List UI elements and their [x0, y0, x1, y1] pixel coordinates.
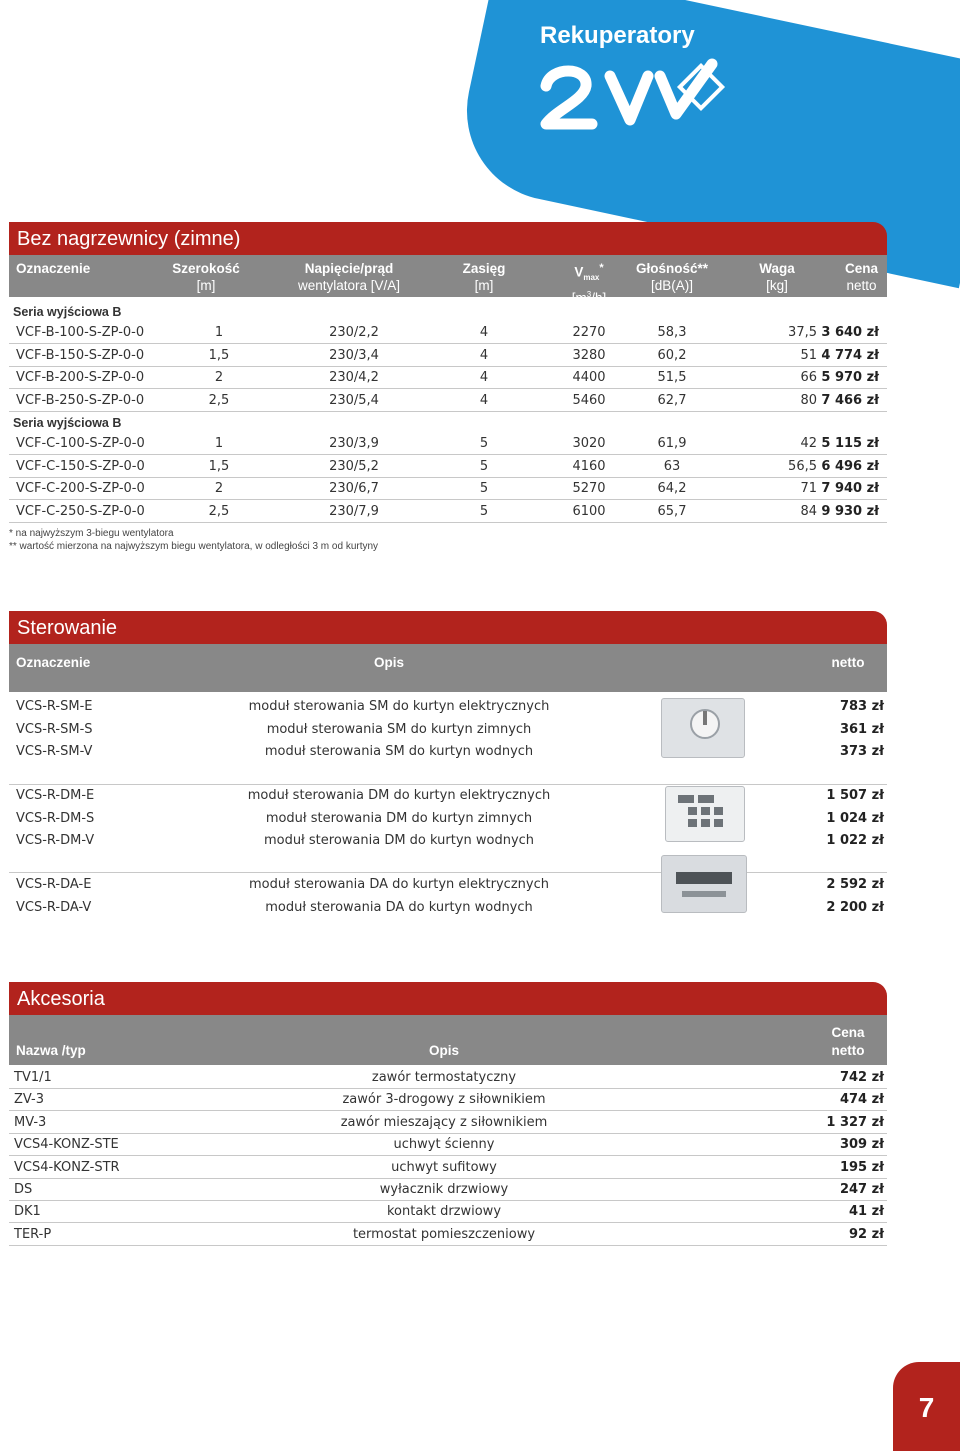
cell-price: 195 zł	[839, 1159, 884, 1175]
table-row	[9, 432, 887, 455]
cell-width: 2	[214, 370, 224, 385]
cell-desc: moduł sterowania DA do kurtyn wodnych	[265, 899, 533, 915]
col-header-weight-line2: [kg]	[766, 278, 788, 293]
cell-noise: 58,3	[657, 325, 687, 340]
table-row	[9, 896, 887, 919]
cell-code: VCS-R-DM-S	[16, 810, 95, 826]
control-module-sm-image	[661, 698, 745, 758]
col-header-name: Nazwa /typ	[16, 1043, 86, 1058]
group-divider	[9, 872, 887, 873]
cell-width: 1	[214, 436, 224, 451]
cell-weight: 66	[800, 370, 817, 385]
col-header-desc: Opis	[428, 1043, 459, 1058]
table-row	[9, 784, 887, 807]
table-row	[9, 1066, 887, 1089]
col-header-code	[16, 260, 126, 277]
cell-price: 9 930 zł	[821, 503, 879, 519]
cell-code: VCS-R-DM-V	[16, 833, 95, 848]
cell-airflow: 3020	[572, 436, 606, 451]
page-number: 7	[918, 1392, 935, 1423]
cell-voltage: 230/6,7	[329, 481, 379, 496]
cell-price: 309 zł	[839, 1137, 884, 1153]
col-header-weight	[737, 260, 817, 294]
cell-price: 373 zł	[839, 744, 884, 759]
table-row	[9, 829, 887, 852]
cell-name: VCS4-KONZ-STR	[14, 1159, 120, 1175]
cell-price: 474 zł	[839, 1092, 884, 1108]
cell-name: TV1/1	[14, 1070, 52, 1085]
cell-code: VCS-R-DM-E	[16, 788, 95, 803]
table-row	[9, 1178, 887, 1201]
cell-airflow: 5460	[572, 392, 606, 408]
cell-noise: 63	[663, 458, 681, 474]
cell-code: VCS-R-SM-E	[16, 699, 93, 714]
table-row	[9, 695, 887, 718]
cell-noise: 61,9	[657, 436, 687, 451]
table-row	[9, 1133, 887, 1156]
table-row	[9, 389, 887, 412]
col-header-range-line1: Zasięg	[462, 261, 506, 276]
series-label-c: Seria wyjściowa B	[13, 416, 122, 430]
cell-desc: zawór mieszający z siłownikiem	[340, 1114, 548, 1130]
table-row	[9, 1223, 887, 1246]
col-header-code: Oznaczenie	[16, 655, 91, 670]
cell-price: 2 200 zł	[826, 899, 884, 915]
cell-range: 5	[479, 481, 489, 496]
cell-desc: kontakt drzwiowy	[386, 1204, 502, 1220]
cell-code: VCF-C-250-S-ZP-0-0	[16, 503, 145, 519]
cell-name: ZV-3	[14, 1092, 44, 1108]
cell-price: 361 zł	[839, 721, 884, 737]
cell-name: DS	[14, 1182, 33, 1197]
cell-name: DK1	[14, 1204, 41, 1220]
cell-width: 2,5	[208, 392, 230, 408]
col-header-price	[819, 260, 904, 294]
cell-voltage: 230/5,4	[329, 392, 379, 408]
cell-price: 4 774 zł	[821, 347, 879, 363]
col-header-width	[161, 260, 251, 294]
cell-range: 4	[479, 370, 489, 385]
cell-width: 1,5	[208, 347, 230, 363]
cell-price: 41 zł	[848, 1204, 884, 1220]
table-row	[9, 321, 887, 344]
col-header-price: netto	[831, 655, 865, 670]
cell-price: 247 zł	[839, 1182, 884, 1197]
cell-voltage: 230/4,2	[329, 370, 379, 385]
cell-desc: moduł sterowania DM do kurtyn wodnych	[263, 833, 535, 848]
cell-noise: 51,5	[657, 370, 687, 385]
cell-noise: 62,7	[657, 392, 687, 408]
brand-logo	[536, 58, 726, 136]
cell-desc: moduł sterowania DA do kurtyn elektrycznych	[249, 877, 549, 892]
group-divider	[9, 784, 887, 785]
table-row	[9, 1156, 887, 1179]
col-header-range	[449, 260, 519, 294]
cell-weight: 42	[800, 436, 817, 451]
cell-price: 3 640 zł	[821, 325, 879, 340]
table-row	[9, 718, 887, 741]
cell-weight: 80	[800, 392, 817, 408]
cell-name: TER-P	[14, 1226, 52, 1242]
cell-airflow: 4160	[572, 458, 606, 474]
cell-price: 92 zł	[848, 1226, 884, 1242]
cell-code: VCF-B-200-S-ZP-0-0	[16, 370, 145, 385]
cell-price: 5 115 zł	[821, 436, 879, 451]
cell-code: VCF-C-150-S-ZP-0-0	[16, 458, 145, 474]
col-header-voltage-line2: wentylatora [V/A]	[297, 278, 401, 293]
airflow-subscript: max	[583, 273, 600, 283]
col-header-price-2: netto	[831, 1043, 865, 1058]
cell-desc: moduł sterowania DM do kurtyn elektrycznych	[247, 788, 551, 803]
cell-weight: 71	[800, 481, 817, 496]
cell-desc: wyłacznik drzwiowy	[379, 1182, 509, 1197]
table-row	[9, 477, 887, 500]
cell-weight: 51	[800, 347, 817, 363]
cell-price: 783 zł	[839, 699, 884, 714]
cell-desc: moduł sterowania SM do kurtyn wodnych	[264, 744, 534, 759]
cell-range: 5	[479, 458, 489, 474]
section-title-control: Sterowanie	[9, 611, 887, 644]
table-row	[9, 740, 887, 763]
cell-code: VCS-R-SM-S	[16, 721, 93, 737]
cell-desc: moduł sterowania DM do kurtyn zimnych	[265, 810, 533, 826]
cell-name: MV-3	[14, 1114, 47, 1130]
col-header-noise	[627, 260, 717, 294]
cell-airflow: 2270	[572, 325, 606, 340]
series-label-b: Seria wyjściowa B	[13, 305, 122, 319]
cell-price: 2 592 zł	[826, 877, 884, 892]
cell-desc: moduł sterowania SM do kurtyn zimnych	[266, 721, 532, 737]
footnote-noise: ** wartość mierzona na najwyższym biegu wentylatora, w odległości 3 m od kurtyny	[9, 541, 379, 552]
col-header-voltage-line1: Napięcie/prąd	[304, 261, 394, 276]
col-header-noise-line2: [dB(A)]	[650, 278, 693, 293]
cell-code: VCS-R-SM-V	[16, 744, 93, 759]
brand-title: Rekuperatory	[540, 22, 695, 49]
cell-voltage: 230/5,2	[329, 458, 379, 474]
cell-price: 1 024 zł	[826, 810, 884, 826]
col-header-width-line2: [m]	[196, 278, 216, 293]
col-header-width-line1: Szerokość	[172, 261, 240, 276]
footnote-fan-speed: * na najwyższym 3-biegu wentylatora	[9, 528, 174, 539]
cell-price: 7 940 zł	[821, 481, 879, 496]
col-header-code-line1: Oznaczenie	[16, 261, 91, 276]
cell-noise: 64,2	[657, 481, 687, 496]
cell-airflow: 6100	[572, 503, 606, 519]
cell-desc: termostat pomieszczeniowy	[352, 1226, 536, 1242]
section-title-no-heater: Bez nagrzewnicy (zimne)	[9, 222, 887, 255]
cell-weight: 56,5	[788, 458, 817, 474]
col-header-weight-line1: Waga	[759, 261, 795, 276]
cell-range: 4	[479, 392, 489, 408]
airflow-unit-exp: 3	[586, 290, 592, 300]
col-header-desc: Opis	[373, 655, 404, 670]
table-row	[9, 366, 887, 389]
table-row	[9, 1088, 887, 1111]
table-row	[9, 1111, 887, 1134]
cell-range: 4	[479, 347, 489, 363]
cell-desc: zawór termostatyczny	[371, 1070, 517, 1085]
col-header-airflow	[549, 260, 629, 307]
cell-weight: 37,5	[788, 325, 817, 340]
airflow-unit-rest: /h]	[591, 290, 607, 306]
cell-airflow: 3280	[572, 347, 606, 363]
cell-airflow: 5270	[572, 481, 606, 496]
col-header-price-line2: netto	[846, 278, 877, 293]
cell-weight: 84	[800, 503, 817, 519]
cell-range: 5	[479, 503, 489, 519]
table-header-curtains	[9, 255, 887, 306]
table-header-control	[9, 644, 887, 692]
cell-code: VCF-B-100-S-ZP-0-0	[16, 325, 145, 340]
cell-desc: uchwyt sufitowy	[391, 1159, 497, 1175]
airflow-star: *	[599, 262, 604, 274]
cell-noise: 60,2	[657, 347, 687, 363]
cell-price: 742 zł	[839, 1070, 884, 1085]
cell-name: VCS4-KONZ-STE	[14, 1137, 119, 1153]
cell-range: 5	[479, 436, 489, 451]
cell-range: 4	[479, 325, 489, 340]
cell-code: VCS-R-DA-V	[16, 899, 92, 915]
table-row	[9, 1200, 887, 1223]
table-header-accessories	[9, 1015, 887, 1065]
cell-code: VCF-C-100-S-ZP-0-0	[16, 436, 145, 451]
cell-code: VCS-R-DA-E	[16, 877, 92, 892]
cell-price: 1 022 zł	[826, 833, 884, 848]
cell-width: 2	[214, 481, 224, 496]
cell-price: 7 466 zł	[821, 392, 879, 408]
section-title-accessories: Akcesoria	[9, 982, 887, 1015]
airflow-symbol: V	[574, 264, 584, 280]
cell-voltage: 230/3,9	[329, 436, 379, 451]
col-header-price-1: Cena	[831, 1025, 865, 1040]
cell-width: 1	[214, 325, 224, 340]
cell-code: VCF-B-150-S-ZP-0-0	[16, 347, 145, 363]
table-row	[9, 873, 887, 896]
cell-voltage: 230/7,9	[329, 503, 379, 519]
cell-noise: 65,7	[657, 503, 687, 519]
cell-voltage: 230/2,2	[329, 325, 379, 340]
cell-price: 6 496 zł	[821, 458, 879, 474]
col-header-price-line1: Cena	[844, 261, 878, 276]
control-module-da-image	[661, 855, 747, 913]
table-row	[9, 500, 887, 523]
cell-desc: uchwyt ścienny	[393, 1137, 495, 1153]
col-header-voltage	[279, 260, 419, 294]
cell-code: VCF-C-200-S-ZP-0-0	[16, 481, 145, 496]
table-row	[9, 344, 887, 367]
col-header-noise-line1: Głośność**	[635, 261, 709, 276]
cell-desc: zawór 3-drogowy z siłownikiem	[342, 1092, 546, 1108]
cell-price: 5 970 zł	[821, 370, 879, 385]
cell-width: 2,5	[208, 503, 230, 519]
cell-code: VCF-B-250-S-ZP-0-0	[16, 392, 145, 408]
cell-width: 1,5	[208, 458, 230, 474]
cell-desc: moduł sterowania SM do kurtyn elektrycznych	[248, 699, 550, 714]
cell-voltage: 230/3,4	[329, 347, 379, 363]
table-row	[9, 807, 887, 830]
cell-airflow: 4400	[572, 370, 606, 385]
control-module-dm-image	[665, 786, 745, 842]
cell-price: 1 507 zł	[826, 788, 884, 803]
airflow-unit: [m	[571, 290, 587, 306]
cell-price: 1 327 zł	[826, 1114, 884, 1130]
col-header-range-line2: [m]	[474, 278, 494, 293]
table-row	[9, 455, 887, 478]
